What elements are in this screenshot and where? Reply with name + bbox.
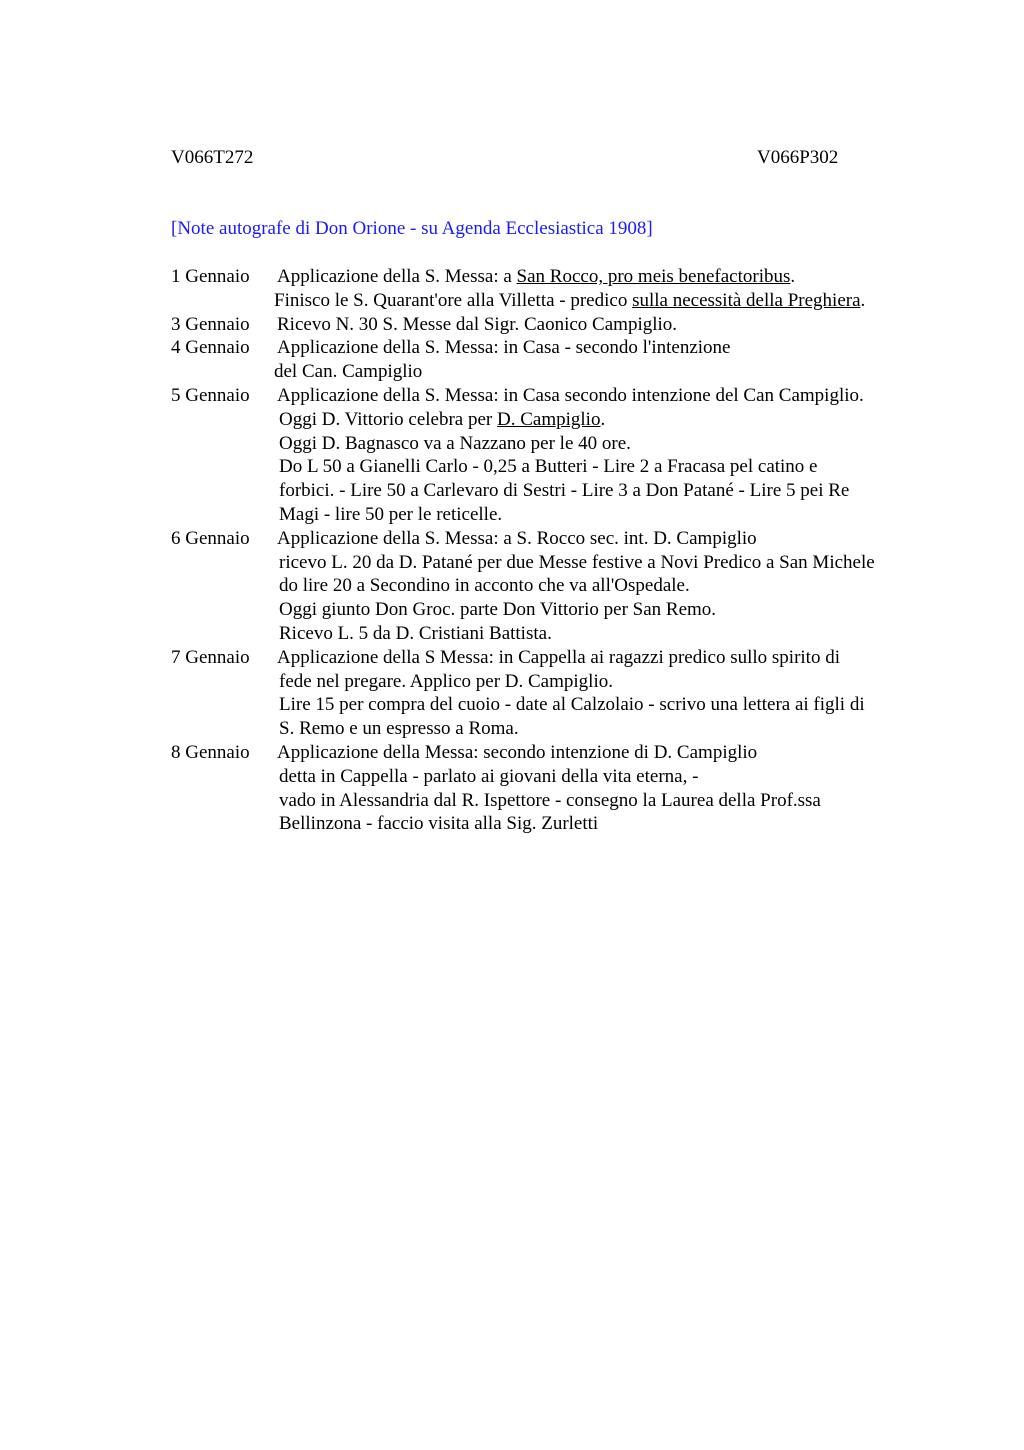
entry-text: Applicazione della S. Messa: in Casa - secondo l'intenzione [277,337,731,359]
entry-text: Oggi giunto Don Groc. parte Don Vittorio per San Remo. [279,599,717,621]
entry-text: Lire 15 per compra del cuoio - date al Calzolaio - scrivo una lettera ai figli di [279,694,865,716]
entry-text: Applicazione della S Messa: in Cappella ai ragazzi predico sullo spirito di [277,646,840,668]
underlined-text: sulla necessità della Preghiera [632,289,861,311]
text-part: . [790,266,796,287]
text-part: . [860,289,866,311]
entry-text: do lire 20 a Secondino in acconto che va all'Ospedale. [279,575,690,597]
entry-text: forbici. - Lire 50 a Carlevaro di Sestri - Lire 3 a Don Patané - Lire 5 pei Re [279,480,850,502]
entry-text: detta in Cappella - parlato ai giovani della vita eterna, - [279,765,699,787]
entry-text: del Can. Campiglio [274,361,423,383]
document-code-right: V066P302 [757,147,839,168]
entry-text: ricevo L. 20 da D. Patané per due Messe festive a Novi Predico a San Michele [279,551,875,573]
entry-text: Bellinzona - faccio visita alla Sig. Zurletti [279,813,599,835]
entry-text: Ricevo L. 5 da D. Cristiani Battista. [279,622,552,644]
entry-text: Applicazione della S. Messa: in Casa secondo intenzione del Can Campiglio. [277,384,864,406]
entry-text: fede nel pregare. Applico per D. Campiglio. [279,670,613,692]
entry-date: 3 Gennaio [171,313,250,335]
entry-text: Ricevo N. 30 S. Messe dal Sigr. Caonico Campiglio. [277,313,678,335]
entry-date: 8 Gennaio [171,741,250,763]
underlined-text: San Rocco, pro meis benefactoribus [516,266,791,287]
entry-date: 1 Gennaio [171,266,250,287]
entry-date: 6 Gennaio [171,527,250,549]
document-code-left: V066T272 [171,147,254,168]
text-part: . [600,408,606,430]
entry-date: 4 Gennaio [171,337,250,359]
text-part: Finisco le S. Quarant'ore alla Villetta - predico [274,289,633,311]
entry-text: Magi - lire 50 per le reticelle. [279,503,503,525]
text-part: Applicazione della S. Messa: a [277,266,517,287]
entry-date: 5 Gennaio [171,384,250,406]
entry-text: Oggi D. Bagnasco va a Nazzano per le 40 ore. [279,432,631,454]
document-title: [Note autografe di Don Orione - su Agenda Ecclesiastica 1908] [171,218,653,239]
entry-text: Applicazione della S. Messa: a S. Rocco sec. int. D. Campiglio [277,527,757,549]
entry-text: S. Remo e un espresso a Roma. [279,718,519,740]
entry-text: vado in Alessandria dal R. Ispettore - consegno la Laurea della Prof.ssa [279,789,821,811]
entry-text: Do L 50 a Gianelli Carlo - 0,25 a Butteri - Lire 2 a Fracasa pel catino e [279,456,818,478]
underlined-text: D. Campiglio [497,408,601,430]
entry-text [274,289,865,313]
entry-text [279,408,605,432]
text-part: Oggi D. Vittorio celebra per [279,408,497,430]
entry-date: 7 Gennaio [171,646,250,668]
entry-text [277,265,795,289]
entry-text: Applicazione della Messa: secondo intenzione di D. Campiglio [277,741,758,763]
